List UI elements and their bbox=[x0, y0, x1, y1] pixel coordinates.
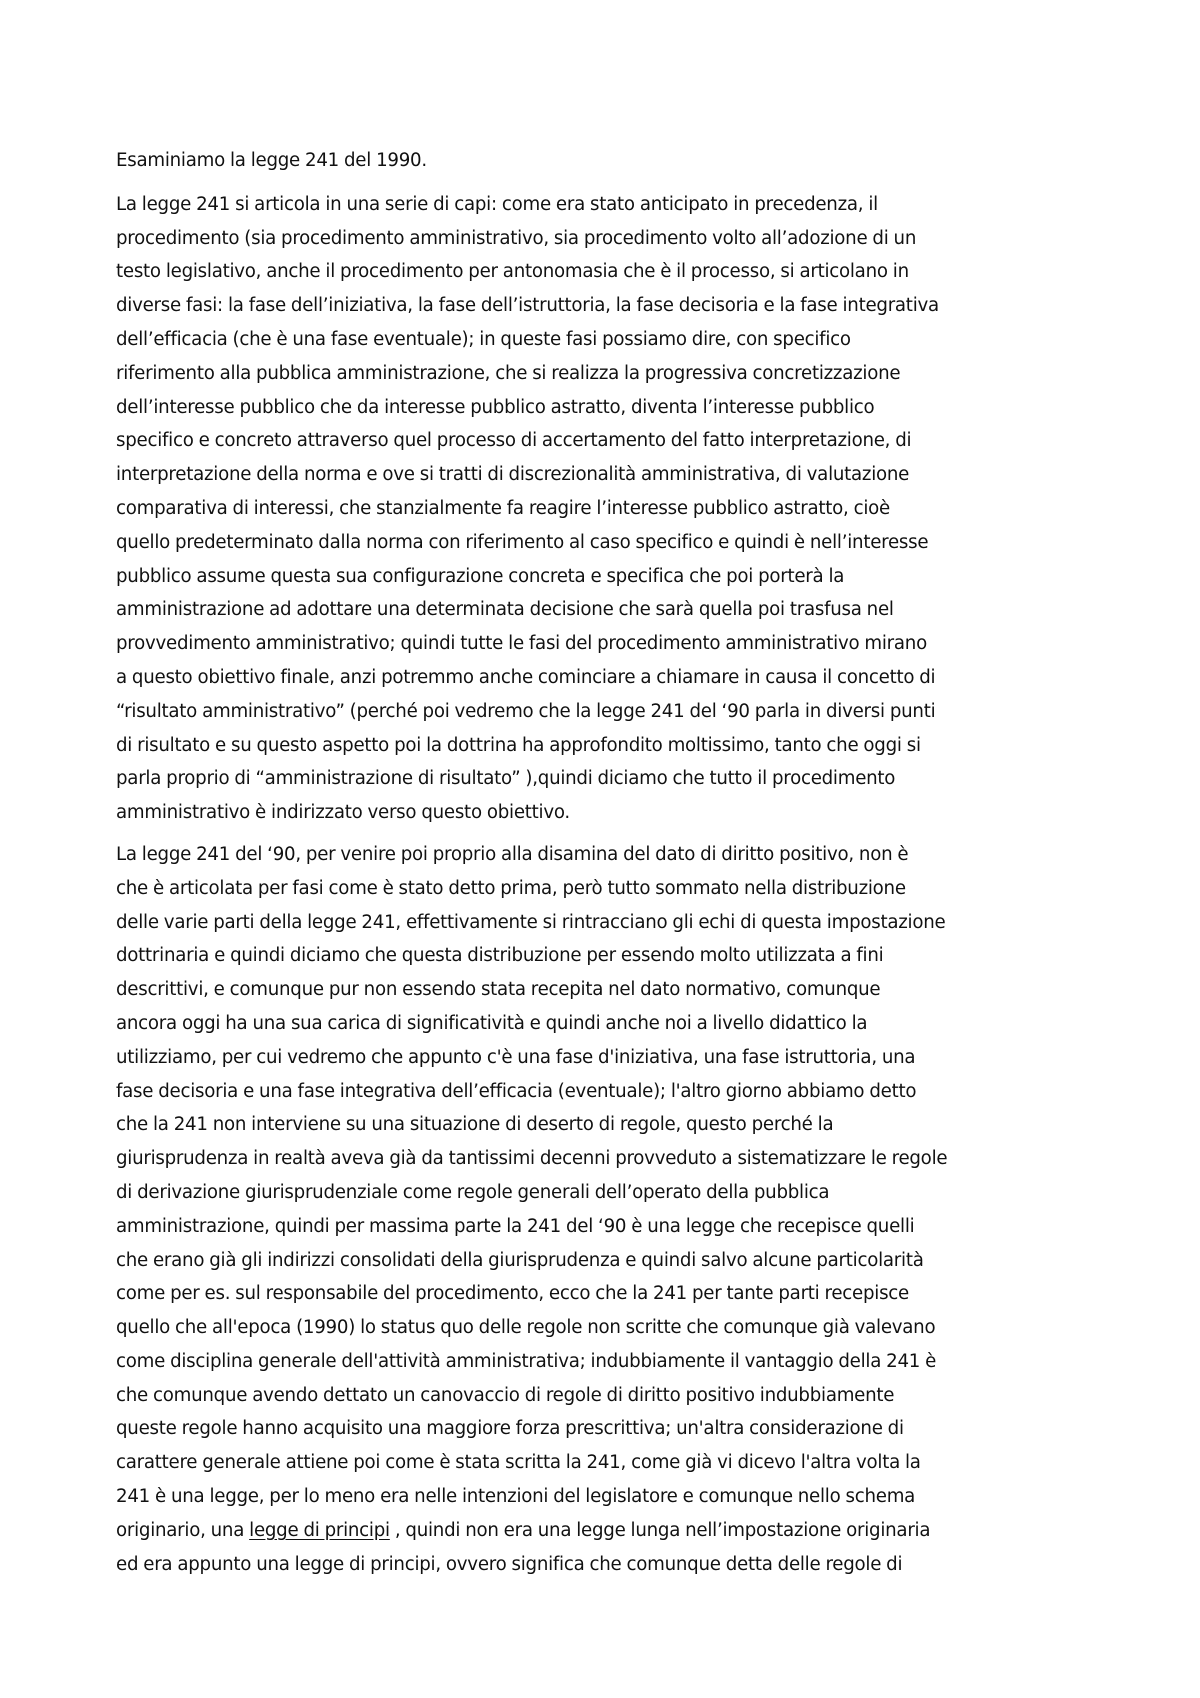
underlined-phrase: legge di principi bbox=[249, 1519, 390, 1541]
paragraph-2 bbox=[116, 838, 1116, 1582]
text-line: amministrativo è indirizzato verso questo obiettivo. bbox=[116, 802, 570, 824]
text-line: 241 è una legge, per lo meno era nelle intenzioni del legislatore e comunque nello schema bbox=[116, 1486, 916, 1508]
text-line: ed era appunto una legge di principi, ovvero significa che comunque detta delle regole di bbox=[116, 1553, 903, 1575]
text-line: comparativa di interessi, che stanzialmente fa reagire l’interesse pubblico astratto, cioè bbox=[116, 497, 890, 519]
text-line: che la 241 non interviene su una situazione di deserto di regole, questo perché la bbox=[116, 1114, 834, 1136]
text-line: La legge 241 del ‘90, per venire poi proprio alla disamina del dato di diritto positivo, non è bbox=[116, 843, 909, 865]
document-body bbox=[116, 144, 1116, 1589]
text-line: che comunque avendo dettato un canovaccio di regole di diritto positivo indubbiamente bbox=[116, 1384, 895, 1406]
text-line: amministrazione ad adottare una determinata decisione che sarà quella poi trasfusa nel bbox=[116, 599, 894, 621]
text-line: ancora oggi ha una sua carica di significatività e quindi anche noi a livello didattico la bbox=[116, 1012, 868, 1034]
text-line: testo legislativo, anche il procedimento per antonomasia che è il processo, si articolano in bbox=[116, 261, 909, 283]
text-line: giurisprudenza in realtà aveva già da tantissimi decenni provveduto a sistematizzare le regole bbox=[116, 1148, 948, 1170]
text-line: specifico e concreto attraverso quel processo di accertamento del fatto interpretazione, di bbox=[116, 430, 912, 452]
text-line: delle varie parti della legge 241, effettivamente si rintracciano gli echi di questa impostazione bbox=[116, 911, 946, 933]
text-line: queste regole hanno acquisito una maggiore forza prescrittiva; un'altra considerazione di bbox=[116, 1418, 904, 1440]
text-line: “risultato amministrativo” (perché poi vedremo che la legge 241 del ‘90 parla in diversi punti bbox=[116, 700, 936, 722]
text-line-with-underline bbox=[116, 1514, 1116, 1548]
text-line: utilizziamo, per cui vedremo che appunto c'è una fase d'iniziativa, una fase istruttoria, una bbox=[116, 1046, 916, 1068]
text-line: quello che all'epoca (1990) lo status quo delle regole non scritte che comunque già valevano bbox=[116, 1317, 936, 1339]
text-line: interpretazione della norma e ove si tratti di discrezionalità amministrativa, di valutazione bbox=[116, 464, 910, 486]
text-line: parla proprio di “amministrazione di risultato” ),quindi diciamo che tutto il procedimento bbox=[116, 768, 896, 790]
text-line: procedimento (sia procedimento amministrativo, sia procedimento volto all’adozione di un bbox=[116, 227, 917, 249]
text-line: diverse fasi: la fase dell’iniziativa, la fase dell’istruttoria, la fase decisoria e la fase integrativa bbox=[116, 295, 939, 317]
text-line: La legge 241 si articola in una serie di capi: come era stato anticipato in precedenza, il bbox=[116, 193, 878, 215]
paragraph-1 bbox=[116, 188, 1116, 830]
text-line: dell’interesse pubblico che da interesse pubblico astratto, diventa l’interesse pubblico bbox=[116, 396, 875, 418]
text-line: che è articolata per fasi come è stato detto prima, però tutto sommato nella distribuzione bbox=[116, 877, 906, 899]
text-line: quello predeterminato dalla norma con riferimento al caso specifico e quindi è nell’interesse bbox=[116, 531, 929, 553]
text-line: riferimento alla pubblica amministrazione, che si realizza la progressiva concretizzazione bbox=[116, 362, 901, 384]
text-line: provvedimento amministrativo; quindi tutte le fasi del procedimento amministrativo mirano bbox=[116, 633, 927, 655]
text-line: come per es. sul responsabile del procedimento, ecco che la 241 per tante parti recepisce bbox=[116, 1283, 909, 1305]
text-line: descrittivi, e comunque pur non essendo stata recepita nel dato normativo, comunque bbox=[116, 979, 881, 1001]
text-line: che erano già gli indirizzi consolidati della giurisprudenza e quindi salvo alcune particolarità bbox=[116, 1249, 924, 1271]
text-line: a questo obiettivo finale, anzi potremmo anche cominciare a chiamare in causa il concetto di bbox=[116, 666, 936, 688]
text-segment: , quindi non era una legge lunga nell’impostazione originaria bbox=[389, 1519, 931, 1541]
text-line: dottrinaria e quindi diciamo che questa distribuzione per essendo molto utilizzata a fini bbox=[116, 945, 884, 967]
text-line: amministrazione, quindi per massima parte la 241 del ‘90 è una legge che recepisce quelli bbox=[116, 1215, 915, 1237]
text-line: come disciplina generale dell'attività amministrativa; indubbiamente il vantaggio della 241 è bbox=[116, 1350, 937, 1372]
text-line: di risultato e su questo aspetto poi la dottrina ha approfondito moltissimo, tanto che oggi si bbox=[116, 734, 921, 756]
text-line: dell’efficacia (che è una fase eventuale); in queste fasi possiamo dire, con specifico bbox=[116, 328, 851, 350]
text-line: di derivazione giurisprudenziale come regole generali dell’operato della pubblica bbox=[116, 1181, 830, 1203]
text-segment: originario, una bbox=[116, 1519, 250, 1541]
text-line: carattere generale attiene poi come è stata scritta la 241, come già vi dicevo l'altra volta la bbox=[116, 1452, 921, 1474]
text-line: fase decisoria e una fase integrativa dell’efficacia (eventuale); l'altro giorno abbiamo detto bbox=[116, 1080, 917, 1102]
text-line: pubblico assume questa sua configurazione concreta e specifica che poi porterà la bbox=[116, 565, 845, 587]
document-heading: Esaminiamo la legge 241 del 1990. bbox=[116, 150, 427, 171]
